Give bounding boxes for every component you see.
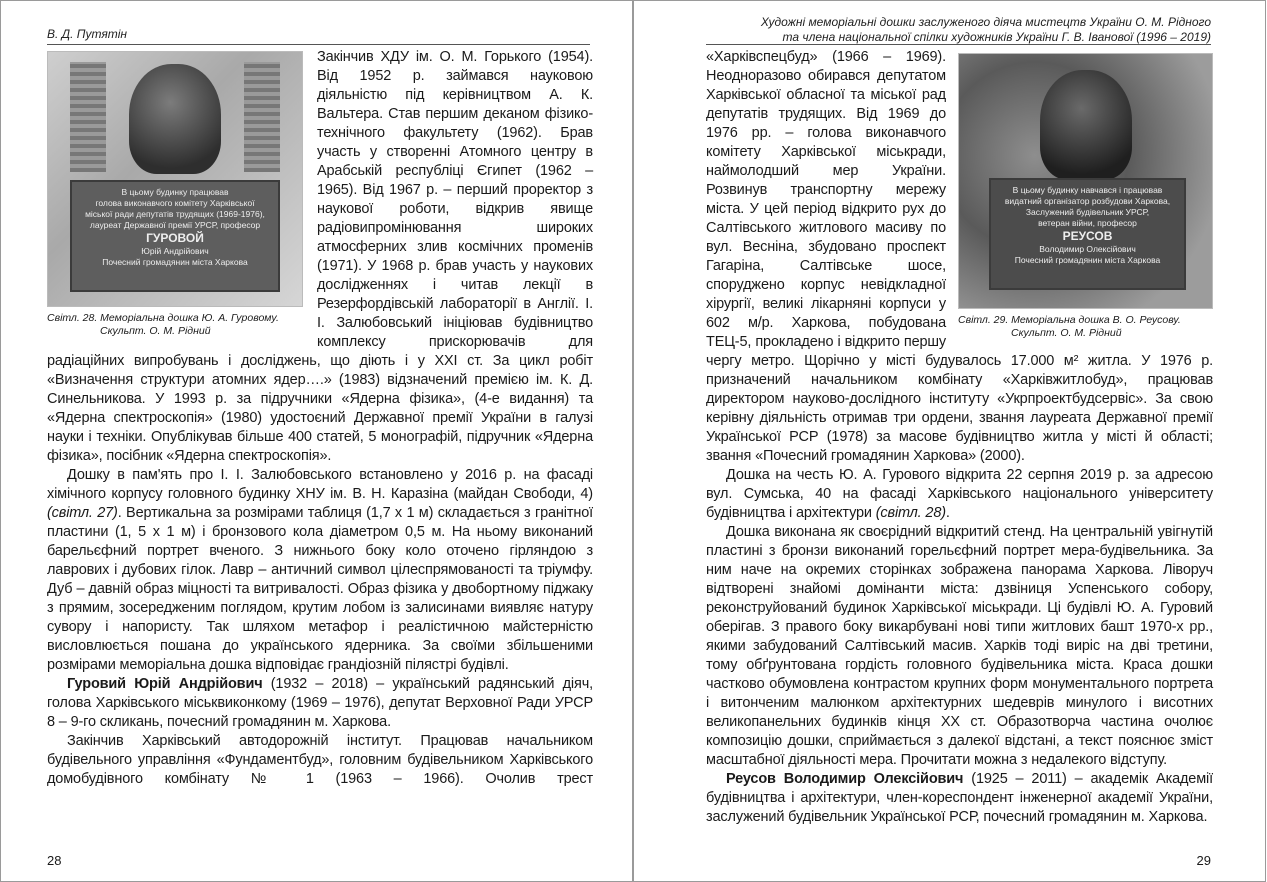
figure-caption: [958, 314, 1213, 340]
text-run: Дошку в пам'ять про І. І. Залюбовського встановлено у 2016 р. на фасаді хімічного корпусу головного будинку ХНУ ім. В. Н. Каразіна (майдан Свободи, 4): [47, 467, 593, 502]
plaque-line: Юрій Андрійович: [141, 246, 209, 256]
text-run: Дошка на честь Ю. А. Гурового відкрита 22 серпня 2019 р. за адресою вул. Сумська, 40 на фасаді Харківського національного університету будівництва і архітектури: [706, 467, 1213, 521]
paragraph: [47, 732, 593, 789]
plaque-line: ветеран війни, професор: [1038, 218, 1137, 228]
caption-line: Світл. 29. Меморіальна дошка В. О. Реусову.: [958, 314, 1181, 326]
plaque-line: лауреат Державної премії УРСР, професор: [89, 220, 261, 230]
figure-reference: (світл. 27): [47, 505, 118, 521]
left-page-body: [47, 48, 593, 789]
plaque-name: РЕУСОВ: [1062, 229, 1113, 243]
text-run: Закінчив ХДУ ім. О. М. Горького (1954). Від 1952 р. займався науковою діяльністю під керівництвом А. К. Вальтера. Став першим деканом фізико-технічного факультету (1962). Брав участь у створенні Атомного центру в Арабській республіці Єгипет (1962 – 1965). Від 1967 р. – перший проректор з наукової роботи, відкрив явище радіовипромінювання широких атмосферних злив космічних променів (1971). У 1968 р. брав участь у наукових дослідженнях і читав лекції в Резерфордівській лабораторії в Англії. І. І. Залюбовський ініціював будівництво комплексу прискорювачів для радіаційних випробувань і досліджень, що діють і у XXI ст. За цикл робіт «Визначення структури атомних ядер….» (1983) відзначений премією ім. К. Д. Синельникова. У 1993 р. за підручники «Ядерна фізика», (4-е видання) та «Ядерна спектроскопія» (1980) удостоєний Державної премії України в галузі науки і техніки. Опублікував більше 400 статей, 5 монографій, підручник «Ядерна фізика», посібник «Ядерна спектроскопія».: [47, 49, 593, 464]
caption-line: Скульпт. О. М. Рідний: [1011, 327, 1122, 339]
paragraph: [706, 770, 1213, 827]
header-line: Художні меморіальні дошки заслуженого діяча мистецтв України О. М. Рідного: [760, 15, 1211, 29]
figure-29: [958, 53, 1213, 340]
plaque-line: Володимир Олексійович: [1039, 244, 1136, 254]
bold-name: Реусов Володимир Олексійович: [726, 771, 964, 787]
paragraph: [47, 675, 593, 732]
text-run: Закінчив Харківський автодорожній інститут. Працював начальником будівельного управління «Фундаментбуд», головним будівельником Харківського домобудівного комбінату № 1 (1963 – 1966). Очолив трест: [47, 733, 593, 787]
caption-line: Світл. 28. Меморіальна дошка Ю. А. Гуровому.: [47, 312, 279, 324]
page-number: 29: [1196, 853, 1211, 868]
building-relief: [244, 62, 280, 172]
header-rule: [706, 44, 1211, 45]
text-run: .: [945, 505, 950, 521]
running-header-author: В. Д. Путятін: [47, 27, 128, 41]
plaque-inscription: [70, 180, 280, 292]
bold-name: Гуровий Юрій Андрійович: [67, 676, 263, 692]
text-run: Дошка виконана як своєрідний відкритий стенд. На центральній увігнутій пластині з бронзи виконаний горельєфний портрет мера-будівельника. За ним наче на окремих сторінках зображена панорама Харкова. Ліворуч відтворені знайомі домінанти міста: дзвіниця Успенського собору, реконструйований будинок Харківської міськради. Ці будівлі Ю. А. Гуровий оберігав. З правого боку викарбувані нові типи житлових башт 1970-х рр., якими забудований Салтівський масив. Харків тоді виріс на дві третини, тому обґрунтована гордість головного будівельника міста. Краса дошки частково обумовлена контрастом крупних форм монументального портрета і витонченим малюнком архітектурних шедеврів минулого і висотних великопанельних будинків кінця XX ст. Образотворча частина очолює композицію дошки, сприймається з далекої відстані, а текст пояснює зміст масштабної діяльності мера. Прочитати можна з недалекого відступу.: [706, 524, 1213, 768]
plaque-name: ГУРОВОЙ: [146, 231, 204, 245]
text-run: . Вертикальна за розмірами таблиця (1,7 х 1 м) складається з гранітної пластини (1, 5 х 1 м) і бронзового кола діаметром 0,5 м. На ньому виконаний барельєфний портрет вченого. З нижнього боку коло оточено гірляндою з лаврових і дубових гілок. Лавр – античний символ цілеспрямованості та тріумфу. Дуб – давній образ міцності та витривалості. Образ фізика у двобортному піджаку з прямим, зосередженим поглядом, крутим лобом із залисинами виявляє натуру сувору і напористу. Так шляхом метафор і реалістичною майстерністю висловлюється пошана до українського ядерника. За своїми збільшеними розмірами меморіальна дошка відповідає грандіозній пілястрі будівлі.: [47, 505, 594, 673]
right-page: [633, 0, 1266, 882]
header-rule: [47, 44, 590, 45]
page-number: 28: [47, 853, 62, 868]
plaque-line: Почесний громадянин міста Харкова: [102, 257, 248, 267]
right-page-body: [706, 48, 1213, 827]
plaque-line: видатний організатор розбудови Харкова,: [1004, 196, 1171, 206]
caption-line: Скульпт. О. М. Рідний: [100, 325, 211, 337]
portrait-relief: [129, 64, 221, 174]
paragraph: [706, 523, 1213, 770]
plaque-line: В цьому будинку навчався і працював: [1012, 185, 1163, 195]
plaque-line: Заслужений будівельник УРСР,: [1025, 207, 1150, 217]
plaque-line: голова виконавчого комітету Харківської: [95, 198, 255, 208]
photo-reusov-plaque: [958, 53, 1213, 309]
paragraph: [706, 466, 1213, 523]
text-run: (1925 – 2011) – академік Академії будівництва і архітектури, член-кореспондент інженерної академії України, заслужений будівельник Української РСР, почесний громадянин м. Харкова.: [706, 771, 1213, 825]
photo-gurovyi-plaque: [47, 51, 303, 307]
plaque-line: міської ради депутатів трудящих (1969-1976),: [85, 209, 265, 219]
header-line: та члена національної спілки художників України Г. В. Іванової (1996 – 2019): [782, 30, 1211, 44]
figure-reference: (світл. 28): [875, 505, 946, 521]
figure-caption: [47, 312, 303, 338]
plaque-inscription: [989, 178, 1186, 290]
figure-28: [47, 51, 303, 338]
plaque-line: Почесний громадянин міста Харкова: [1014, 255, 1161, 265]
text-run: «Харківспецбуд» (1966 – 1969). Неодноразово обирався депутатом Харківської обласної та міської рад депутатів трудящих. Від 1969 до 1976 рр. – голова виконавчого комітету Харківської міськради, наймолодший мер України. Розвинув транспортну мережу міста. У цей період відкрито рух до Салтівського житлового масиву по вул. Весніна, збудовано проспект Гагаріна, Салтівське шосе, споруджено корпус невідкладної хірургії, великі лікарняні корпуси у 602 м/р. Харкова, побудована ТЕЦ-5, прокладено і відкрито першу чергу метро. Щорічно у місті будувалось 17.000 м² житла. У 1976 р. призначений начальником комбінату «Харківжитлобуд», працював директором науково-дослідного інституту «Укрпроектбудсервіс». За свою керівну діяльність отримав три ордени, звання лауреата Державної премії Української РСР (1978) за масове будівництво житла у місті й області; звання «Почесний громадянин Харкова» (2000).: [706, 49, 1213, 464]
paragraph: [47, 466, 593, 675]
running-header-title: [761, 15, 1211, 45]
portrait-relief: [1040, 70, 1132, 180]
plaque-line: В цьому будинку працював: [121, 187, 229, 197]
left-page: [0, 0, 633, 882]
text-run: (1932 – 2018) – український радянський діяч, голова Харківського міськвиконкому (1969 – 1976), депутат Верховної Ради УРСР 8 – 9-го скликань, почесний громадянин м. Харкова.: [47, 676, 593, 730]
building-relief: [70, 62, 106, 172]
